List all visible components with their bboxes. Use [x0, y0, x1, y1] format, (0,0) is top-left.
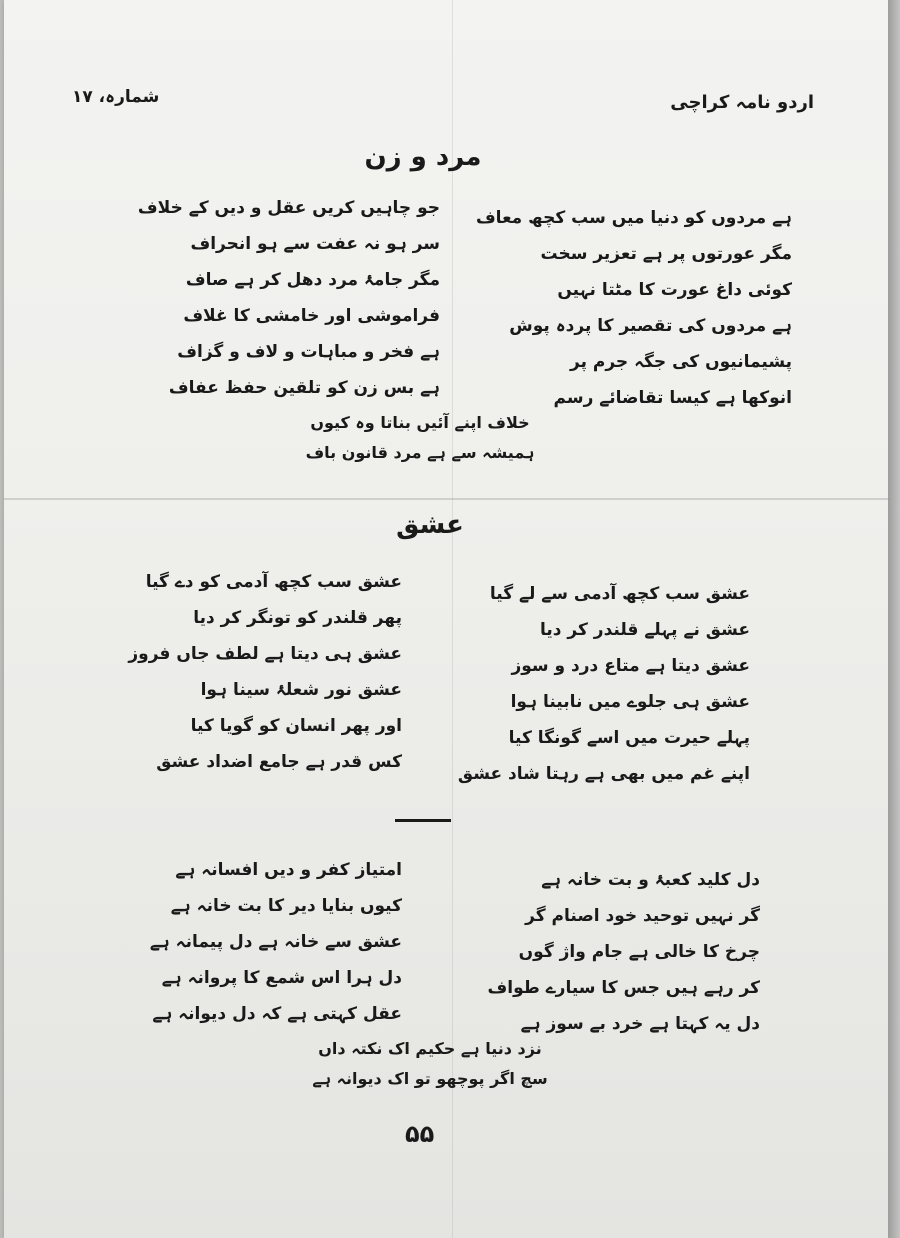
verse-line: عشق نور شعلۂ سینا ہوا	[200, 680, 402, 700]
verse-line: عشق نے پہلے قلندر کر دیا	[540, 620, 750, 640]
verse-line: مگر عورتوں پر ہے تعزیر سخت	[540, 244, 792, 264]
verse-line: مگر جامۂ مرد دھل کر ہے صاف	[185, 270, 440, 290]
page-edge-shadow	[888, 0, 900, 1238]
verse-line: دل ہرا اس شمع کا پروانہ ہے	[161, 968, 402, 988]
verse-line: عشق سب کچھ آدمی کو دے گیا	[145, 572, 402, 592]
verse-line: نزد دنیا ہے حکیم اک نکتہ داں	[318, 1039, 542, 1058]
poem-1-right-column	[462, 200, 792, 416]
poem-3-right-column	[440, 862, 760, 1042]
poem-2-right-column	[450, 576, 750, 792]
verse-line: کیوں بنایا دیر کا بت خانہ ہے	[170, 896, 402, 916]
verse-line: کوئی داغ عورت کا مٹتا نہیں	[557, 280, 792, 300]
poem-2-left-column	[112, 564, 402, 780]
verse-line: گر نہیں توحید خود اصنام گر	[525, 906, 760, 926]
journal-title: اردو نامہ کراچی	[670, 92, 814, 113]
verse-line: ہے مردوں کی تقصیر کا پردہ پوش	[509, 316, 792, 336]
verse-line: ہے بس زن کو تلقین حفظ عفاف	[168, 378, 440, 398]
verse-line: ہمیشہ سے ہے مرد قانون باف	[305, 443, 535, 462]
verse-line: انوکھا ہے کیسا تقاضائے رسم	[553, 388, 792, 408]
verse-line: عشق سے خانہ ہے دل پیمانہ ہے	[149, 932, 402, 952]
verse-line: امتیاز کفر و دیں افسانہ ہے	[175, 860, 402, 880]
verse-line: چرخ کا خالی ہے جام واژ گوں	[518, 942, 760, 962]
verse-line: پھر قلندر کو تونگر کر دیا	[193, 608, 402, 628]
poem-3-left-column	[102, 852, 402, 1032]
verse-line: اپنے غم میں بھی ہے رہتا شاد عشق	[457, 764, 750, 784]
poem-3-closing-couplet	[270, 1034, 590, 1094]
verse-line: عشق ہی جلوے میں نابینا ہوا	[510, 692, 750, 712]
verse-line: کر رہے ہیں جس کا سیارے طواف	[487, 978, 760, 998]
issue-number: شمارہ، ۱۷	[72, 87, 160, 107]
verse-line: فراموشی اور خامشی کا غلاف	[183, 306, 440, 326]
verse-line: ہے فخر و مباہات و لاف و گزاف	[177, 342, 440, 362]
poem-1-left-column	[110, 190, 440, 406]
verse-line: عقل کہتی ہے کہ دل دیوانہ ہے	[152, 1004, 402, 1024]
verse-line: عشق دیتا ہے متاع درد و سوز	[511, 656, 750, 676]
verse-line: جو چاہیں کریں عقل و دیں کے خلاف	[137, 198, 440, 218]
section-divider	[395, 819, 451, 822]
page-number: ۵۵	[405, 1120, 435, 1148]
verse-line: سر ہو نہ عفت سے ہو انحراف	[190, 234, 440, 254]
verse-line: پہلے حیرت میں اسے گونگا کیا	[508, 728, 750, 748]
verse-line: سچ اگر پوچھو تو اک دیوانہ ہے	[312, 1069, 548, 1088]
poem-title-mard-o-zan: مرد و زن	[364, 142, 482, 172]
verse-line: دل یہ کہتا ہے خرد بے سوز ہے	[520, 1014, 760, 1034]
verse-line: خلاف اپنے آئیں بناتا وہ کیوں	[310, 413, 530, 432]
paper-fold-line	[4, 498, 890, 500]
verse-line: عشق ہی دیتا ہے لطف جاں فروز	[128, 644, 402, 664]
poem-1-closing-couplet	[260, 408, 580, 468]
poem-title-ishq: عشق	[396, 510, 464, 540]
verse-line: ہے مردوں کو دنیا میں سب کچھ معاف	[475, 208, 792, 228]
verse-line: پشیمانیوں کی جگہ جرم پر	[570, 352, 792, 372]
verse-line: دل کلید کعبۂ و بت خانہ ہے	[541, 870, 760, 890]
verse-line: کس قدر ہے جامع اضداد عشق	[156, 752, 402, 772]
verse-line: عشق سب کچھ آدمی سے لے گیا	[489, 584, 750, 604]
verse-line: اور پھر انسان کو گویا کیا	[190, 716, 402, 736]
